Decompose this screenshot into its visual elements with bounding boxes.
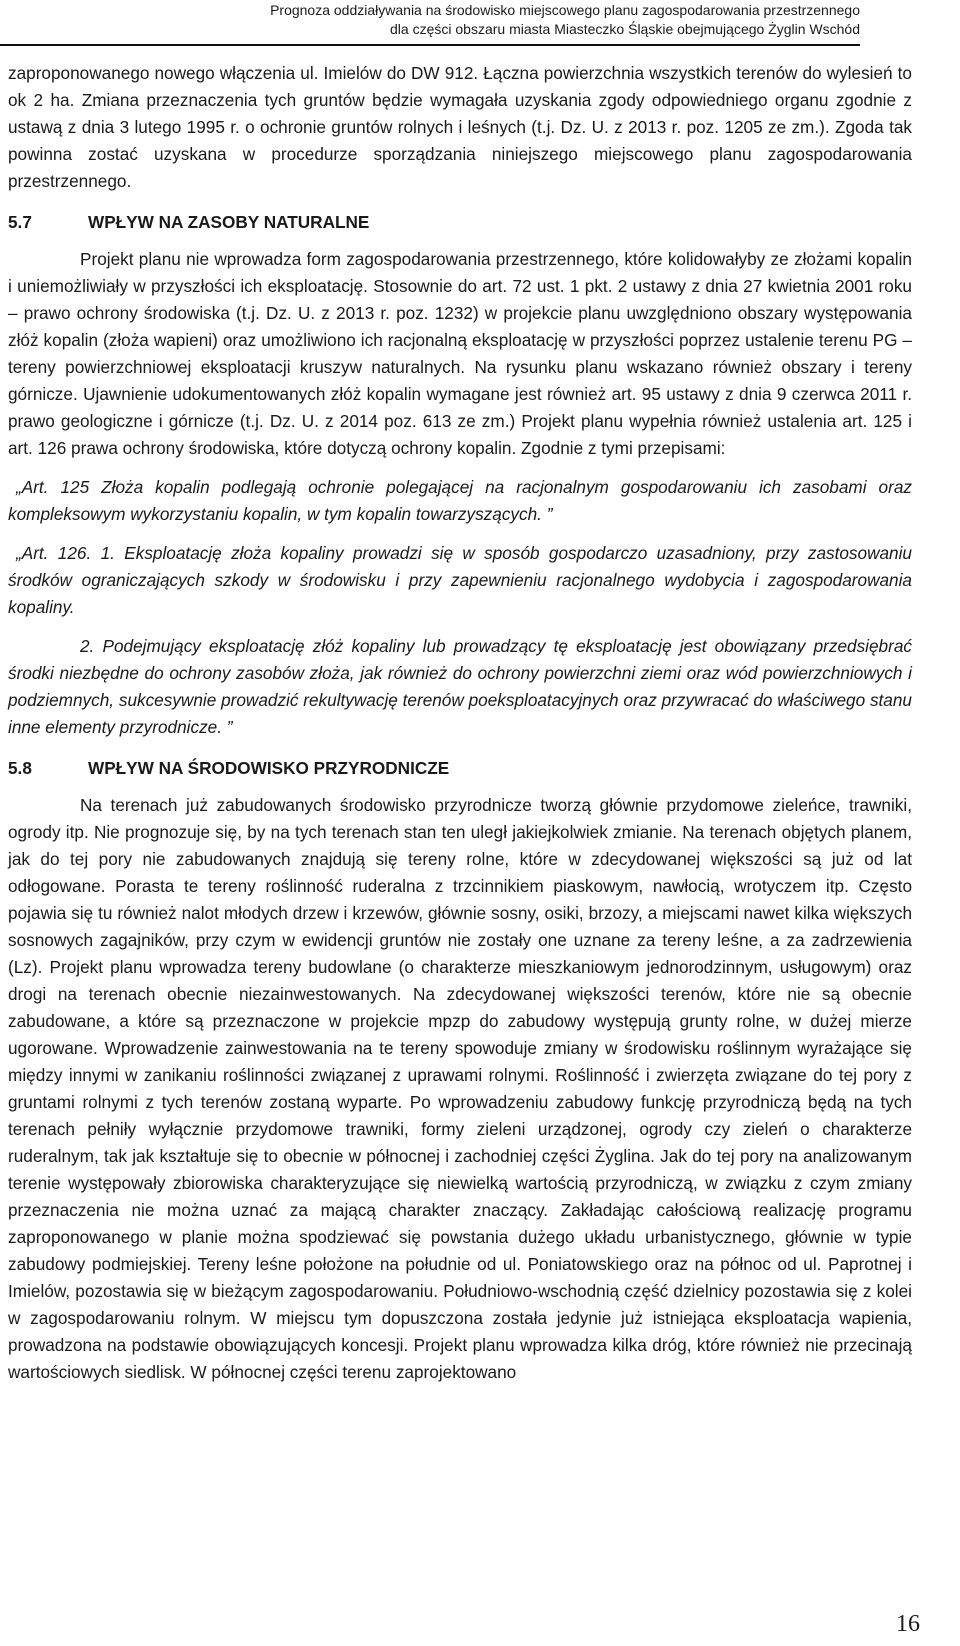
section-number: 5.8 [8,758,32,778]
intro-paragraph: zaproponowanego nowego włączenia ul. Imielów do DW 912. Łączna powierzchnia wszystkich terenów do wylesień to ok 2 ha. Zmiana przeznaczenia tych gruntów będzie wymagała uzyskania zgody odpowiedniego organu zgodnie z ustawą z dnia 3 lutego 1995 r. o ochronie gruntów rolnych i leśnych (t.j. Dz. U. z 2013 r. poz. 1205 ze zm.). Zgoda tak powinna zostać uzyskana w procedurze sporządzania niniejszego miejscowego planu zagospodarowania przestrzennego. [8,63,912,191]
header-line-2: dla części obszaru miasta Miasteczko Śląskie obejmującego Żyglin Wschód [390,21,860,37]
quote-art-126-2: 2. Podejmujący eksploatację złóż kopaliny lub prowadzący tę eksploatację jest obowiązany przedsiębrać środki niezbędne do ochrony zasobów złoża, jak również do ochrony powierzchni ziemi oraz wód powierzchniowych i podziemnych, sukcesywnie prowadzić rekultywację terenów poeksploatacyjnych oraz przywracać do właściwego stanu inne elementy przyrodnicze. ” [8,636,912,737]
header-line-1: Prognoza oddziaływania na środowisko miejscowego planu zagospodarowania przestrzennego [270,2,860,18]
section-5-8-paragraph: Na terenach już zabudowanych środowisko przyrodnicze tworzą głównie przydomowe zieleńce, trawniki, ogrody itp. Nie prognozuje się, by na tych terenach stan ten uległ jakiejkolwiek zmianie. Na terenach objętych planem, jak do tej pory nie zabudowanych znajdują się tereny rolne, które w zdecydowanej większości są już od lat odłogowane. Porasta te tereny roślinność ruderalna z trzcinnikiem piaskowym, nawłocią, wrotyczem itp. Często pojawia się tu również nalot młodych drzew i krzewów, głównie sosny, osiki, brzozy, a miejscami nawet kilka większych sosnowych zagajników, przy czym w ewidencji gruntów nie zostały one uznane za tereny leśne, a za zadrzewienia (Lz). Projekt planu wprowadza tereny budowlane (o charakterze mieszkaniowym jednorodzinnym, usługowym) oraz drogi na terenach obecnie niezainwestowanych. Na zdecydowanej większości terenów, które nie są obecnie zabudowane, a które są przeznaczone w projekcie mpzp do zabudowy występują grunty rolne, w dużej mierze ugorowane. Wprowadzenie zainwestowania na te tereny spowoduje zmiany w środowisku roślinnym wyrażające się między innymi w zanikaniu roślinności związanej z uprawami rolnymi. Roślinność i zwierzęta związane do tej pory z gruntami rolnymi z tych terenów zostaną wyparte. Po wprowadzeniu zabudowy funkcję przyrodniczą będą na tych terenach pełniły wyłącznie przydomowe trawniki, formy zieleni urządzonej, ogrody czy zieleń o charakterze ruderalnym, tak jak kształtuje się to obecnie w północnej i zachodniej części Żyglina. Jak do tej pory na analizowanym terenie występowały zbiorowiska charakteryzujące się niewielką wartością przyrodniczą, w związku z czym zmiany przeznaczenia nie można uznać za mającą charakter znaczący. Zakładając całościową realizację programu zaproponowanego w planie można spodziewać się powstania dużego układu urbanistycznego, głównie w typie zabudowy podmiejskiej. Tereny leśne położone na południe od ul. Poniatowskiego oraz na północ od ul. Paprotnej i Imielów, pozostawia się w bieżącym zagospodarowaniu. Południowo-wschodnią część dzielnicy pozostawia się z kolei w zagospodarowaniu rolnym. W miejscu tym dopuszczona została jedynie już istniejąca eksploatacja wapienia, prowadzona na podstawie obowiązujących koncesji. Projekt planu wprowadza kilka dróg, które również nie przecinają wartościowych siedlisk. W północnej części terenu zaprojektowano [8,795,912,1382]
section-5-7-paragraph: Projekt planu nie wprowadza form zagospodarowania przestrzennego, które kolidowałyby ze złożami kopalin i uniemożliwiały w przyszłości ich eksploatację. Stosownie do art. 72 ust. 1 pkt. 2 ustawy z dnia 27 kwietnia 2001 roku – prawo ochrony środowiska (t.j. Dz. U. z 2013 r. poz. 1232) w projekcie planu uwzględniono obszary występowania złóż kopalin (złoża wapieni) oraz umożliwiono ich racjonalną eksploatację w przyszłości poprzez ustalenie terenu PG – tereny powierzchniowej eksploatacji kruszyw naturalnych. Na rysunku planu wskazano również obszary i tereny górnicze. Ujawnienie udokumentowanych złóż kopalin wymagane jest również art. 95 ustawy z dnia 9 czerwca 2011 r. prawo geologiczne i górnicze (t.j. Dz. U. z 2014 poz. 613 ze zm.) Projekt planu wypełnia również ustalenia art. 125 i art. 126 prawa ochrony środowiska, które dotyczą ochrony kopalin. Zgodnie z tymi przepisami: [8,249,912,458]
header-rule [0,44,860,46]
document-body [8,60,912,1386]
page-header [100,0,860,39]
section-number: 5.7 [8,212,32,232]
quote-art-125: „Art. 125 Złoża kopalin podlegają ochronie polegającej na racjonalnym gospodarowaniu ich zasobami oraz kompleksowym wykorzystaniu kopalin, w tym kopalin towarzyszących. ” [8,477,912,524]
section-5-8-heading [8,755,912,782]
section-5-7-heading [8,209,912,236]
quote-art-126-1: „Art. 126. 1. Eksploatację złoża kopaliny prowadzi się w sposób gospodarczo uzasadniony, przy zastosowaniu środków ograniczających szkody w środowisku i przy zapewnieniu racjonalnego wydobycia i zagospodarowania kopaliny. [8,543,912,617]
section-title: WPŁYW NA ZASOBY NATURALNE [88,212,370,232]
section-title: WPŁYW NA ŚRODOWISKO PRZYRODNICZE [88,758,450,778]
page-number: 16 [896,1611,920,1637]
